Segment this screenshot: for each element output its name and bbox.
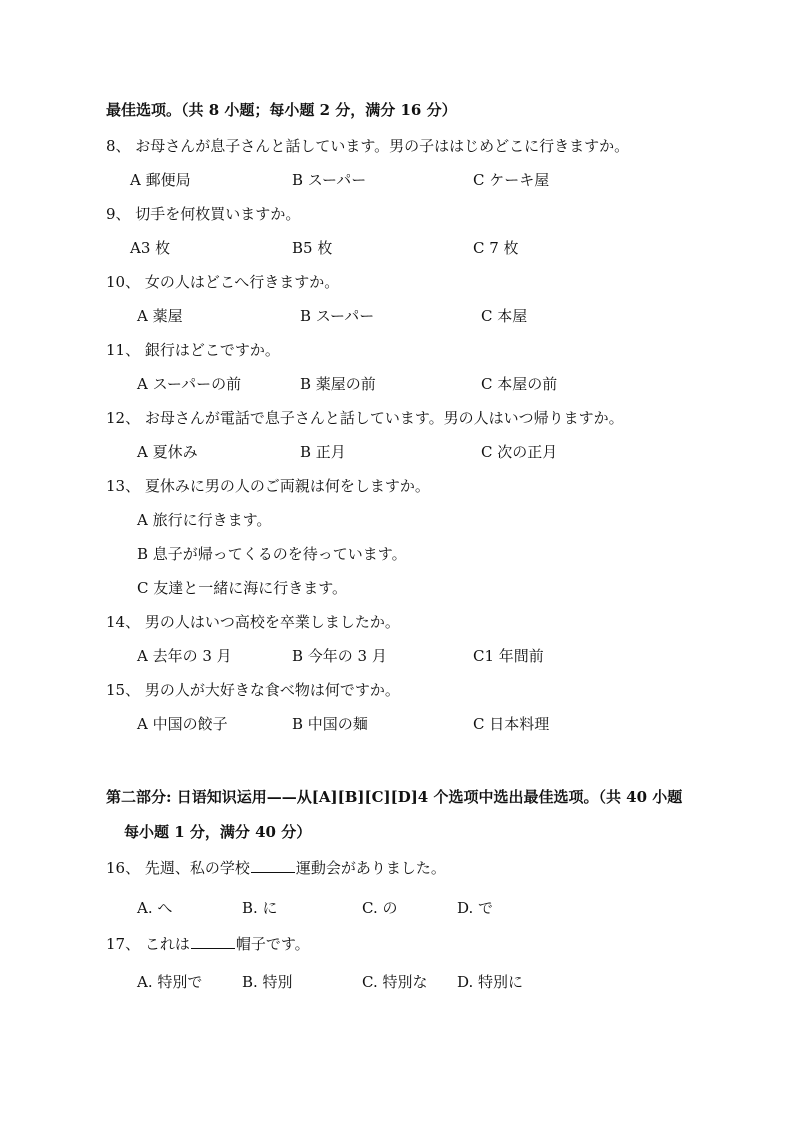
option-10b: B スーパー xyxy=(300,307,375,325)
option-9c: C 7 枚 xyxy=(473,239,519,257)
option-13a: A 旅行に行きます。 xyxy=(137,511,272,529)
option-14a: A 去年の 3 月 xyxy=(137,647,232,665)
question-10: 10、 女の人はどこへ行きますか。 xyxy=(106,273,340,291)
question-17-post: 帽子です。 xyxy=(235,935,310,953)
answer-blank xyxy=(191,934,235,949)
option-12a: A 夏休み xyxy=(137,443,198,461)
question-9: 9、 切手を何枚買いますか。 xyxy=(106,205,301,223)
option-11c: C 本屋の前 xyxy=(481,375,558,393)
question-15: 15、 男の人が大好きな食べ物は何ですか。 xyxy=(106,681,400,699)
option-16b: B. に xyxy=(242,899,278,917)
option-10c: C 本屋 xyxy=(481,307,528,325)
question-16-pre: 16、 先週、私の学校 xyxy=(106,859,250,877)
answer-blank xyxy=(251,858,295,873)
option-15a: A 中国の餃子 xyxy=(137,715,228,733)
option-8b: B スーパー xyxy=(292,171,367,189)
option-12b: B 正月 xyxy=(300,443,346,461)
option-17c: C. 特別な xyxy=(362,973,428,991)
question-14: 14、 男の人はいつ高校を卒業しましたか。 xyxy=(106,613,400,631)
question-16-post: 運動会がありました。 xyxy=(295,859,446,877)
question-8: 8、 お母さんが息子さんと話しています。男の子ははじめどこに行きますか。 xyxy=(106,137,630,155)
question-13: 13、 夏休みに男の人のご両親は何をしますか。 xyxy=(106,477,430,495)
option-17a: A. 特別で xyxy=(137,973,203,991)
option-11b: B 薬屋の前 xyxy=(300,375,376,393)
option-14c: C1 年間前 xyxy=(473,647,544,665)
option-11a: A スーパーの前 xyxy=(137,375,242,393)
question-17 xyxy=(106,934,310,954)
part1-heading: 最佳选项。（共 8 小题；每小题 2 分，满分 16 分） xyxy=(106,101,457,119)
option-13c: C 友達と一緒に海に行きます。 xyxy=(137,579,348,597)
option-16a: A. へ xyxy=(137,899,173,917)
option-9b: B5 枚 xyxy=(292,239,333,257)
option-15b: B 中国の麺 xyxy=(292,715,368,733)
option-13b: B 息子が帰ってくるのを待っています。 xyxy=(137,545,407,563)
question-17-pre: 17、 これは xyxy=(106,935,190,953)
option-12c: C 次の正月 xyxy=(481,443,558,461)
option-8c: C ケーキ屋 xyxy=(473,171,550,189)
option-17d: D. 特別に xyxy=(457,973,524,991)
option-9a: A3 枚 xyxy=(130,239,171,257)
option-15c: C 日本料理 xyxy=(473,715,550,733)
part2-heading-line1: 第二部分: 日语知识运用——从[A][B][C][D]4 个选项中选出最佳选项。（共 40 小题 xyxy=(106,788,683,806)
question-11: 11、 銀行はどこですか。 xyxy=(106,341,280,359)
option-8a: A 郵便局 xyxy=(130,171,191,189)
option-17b: B. 特別 xyxy=(242,973,293,991)
option-14b: B 今年の 3 月 xyxy=(292,647,387,665)
option-16c: C. の xyxy=(362,899,398,917)
question-12: 12、 お母さんが電話で息子さんと話しています。男の人はいつ帰りますか。 xyxy=(106,409,624,427)
option-10a: A 薬屋 xyxy=(137,307,183,325)
option-16d: D. で xyxy=(457,899,494,917)
part2-heading-line2: 每小题 1 分，满分 40 分） xyxy=(124,823,312,841)
question-16 xyxy=(106,858,446,878)
